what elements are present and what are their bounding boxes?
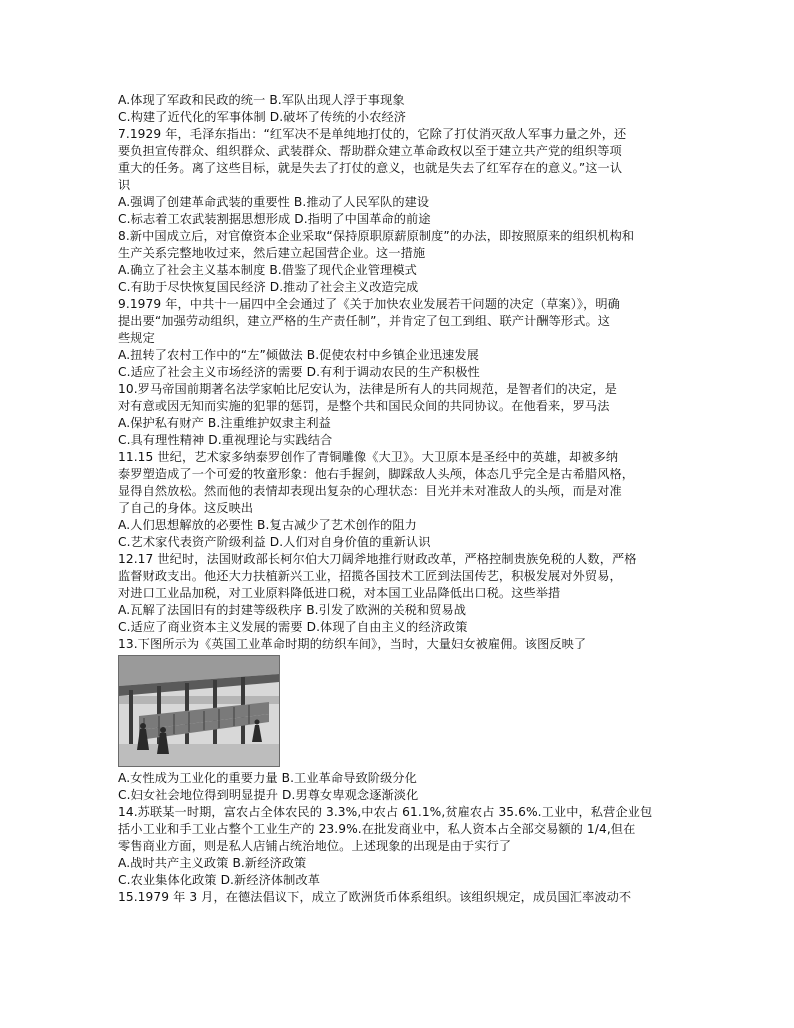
text-line: A.人们思想解放的必要性 B.复古减少了艺术创作的阻力 <box>118 518 417 532</box>
text-line: 重大的任务。离了这些目标，就是失去了打仗的意义，也就是失去了红军存在的意义。”这一认 <box>118 161 623 175</box>
text-line: 监督财政支出。他还大力扶植新兴工业，招揽各国技术工匠到法国传艺，积极发展对外贸易， <box>118 569 622 583</box>
text-line: C.艺术家代表资产阶级利益 D.人们对自身价值的重新认识 <box>118 535 431 549</box>
text-line: A.确立了社会主义基本制度 B.借鉴了现代企业管理模式 <box>118 263 417 277</box>
text-line: A.强调了创建革命武装的重要性 B.推动了人民军队的建设 <box>118 195 430 209</box>
question-text-top <box>118 92 678 653</box>
text-line: A.瓦解了法国旧有的封建等级秩序 B.引发了欧洲的关税和贸易战 <box>118 603 467 617</box>
text-line: C.适应了社会主义市场经济的需要 D.有利于调动农民的生产积极性 <box>118 365 480 379</box>
text-line: 生产关系完整地收过来，然后建立起国营企业。这一措施 <box>118 246 426 260</box>
text-line: C.标志着工农武装割据思想形成 D.指明了中国革命的前途 <box>118 212 431 226</box>
text-line: 12.17 世纪时，法国财政部长柯尔伯大刀阔斧地推行财政改革，严格控制贵族免税的人数，严格 <box>118 552 637 566</box>
text-line: C.适应了商业资本主义发展的需要 D.体现了自由主义的经济政策 <box>118 620 468 634</box>
text-line: 要负担宣传群众、组织群众、武装群众、帮助群众建立革命政权以至于建立共产党的组织等项 <box>118 144 622 158</box>
text-line: A.战时共产主义政策 B.新经济政策 <box>118 856 307 870</box>
text-line: 了自己的身体。这反映出 <box>118 501 254 515</box>
text-line: 14.苏联某一时期，富农占全体农民的 3.3%,中农占 61.1%,贫雇农占 35.6%.工业中，私营企业包 <box>118 805 653 819</box>
text-line: A.保护私有财产 B.注重维护奴隶主利益 <box>118 416 331 430</box>
text-line: C.有助于尽快恢复国民经济 D.推动了社会主义改造完成 <box>118 280 419 294</box>
text-line: 15.1979 年 3 月，在德法倡议下，成立了欧洲货币体系组织。该组织规定，成员国汇率波动不 <box>118 890 632 904</box>
text-line: A.女性成为工业化的重要力量 B.工业革命导致阶级分化 <box>118 771 417 785</box>
text-line: A.扭转了农村工作中的“左”倾做法 B.促使农村中乡镇企业迅速发展 <box>118 348 479 362</box>
textile-workshop-figure <box>118 655 280 767</box>
text-line: 9.1979 年，中共十一届四中全会通过了《关于加快农业发展若干问题的决定（草案）》，明确 <box>118 297 620 311</box>
text-line: 7.1929 年，毛泽东指出：“红军决不是单纯地打仗的，它除了打仗消灭敌人军事力量之外，还 <box>118 127 627 141</box>
text-line: 13.下图所示为《英国工业革命时期的纺织车间》，当时，大量妇女被雇佣。该图反映了 <box>118 637 587 651</box>
text-line: 泰罗塑造成了一个可爱的牧童形象：他右手握剑，脚踩敌人头颅，体态几乎完全是古希腊风格， <box>118 467 635 481</box>
text-line: C.构建了近代化的军事体制 D.破坏了传统的小农经济 <box>118 110 407 124</box>
text-line: 显得自然放松。然而他的表情却表现出复杂的心理状态：目光并未对准敌人的头颅，而是对准 <box>118 484 622 498</box>
text-line: 识 <box>118 178 131 192</box>
text-line: 括小工业和手工业占整个工业生产的 23.9%.在批发商业中，私人资本占全部交易额的 1/4,但在 <box>118 822 636 836</box>
text-line: 8.新中国成立后，对官僚资本企业采取“保持原职原薪原制度”的办法，即按照原来的组织机构和 <box>118 229 635 243</box>
text-line: 提出要“加强劳动组织，建立严格的生产责任制”，并肯定了包工到组、联产计酬等形式。这 <box>118 314 611 328</box>
text-line: 对有意或因无知而实施的犯罪的惩罚，是整个共和国民众间的共同协议。在他看来，罗马法 <box>118 399 610 413</box>
text-line: 10.罗马帝国前期著名法学家帕比尼安认为，法律是所有人的共同规范，是智者们的决定，是 <box>118 382 617 396</box>
text-line: 11.15 世纪，艺术家多纳泰罗创作了青铜雕像《大卫》。大卫原本是圣经中的英雄，却被多纳 <box>118 450 619 464</box>
exam-page <box>118 92 678 906</box>
text-line: C.妇女社会地位得到明显提升 D.男尊女卑观念逐渐淡化 <box>118 788 419 802</box>
text-line: 零售商业方面，则是私人店铺占统治地位。上述现象的出现是由于实行了 <box>118 839 512 853</box>
text-line: 些规定 <box>118 331 155 345</box>
textile-workshop-icon <box>119 656 279 766</box>
text-line: 对进口工业品加税，对工业原料降低进口税，对本国工业品降低出口税。这些举措 <box>118 586 561 600</box>
question-text-bottom <box>118 770 678 906</box>
text-line: C.具有理性精神 D.重视理论与实践结合 <box>118 433 333 447</box>
text-line: A.体现了军政和民政的统一 B.军队出现人浮于事现象 <box>118 93 405 107</box>
text-line: C.农业集体化政策 D.新经济体制改革 <box>118 873 321 887</box>
